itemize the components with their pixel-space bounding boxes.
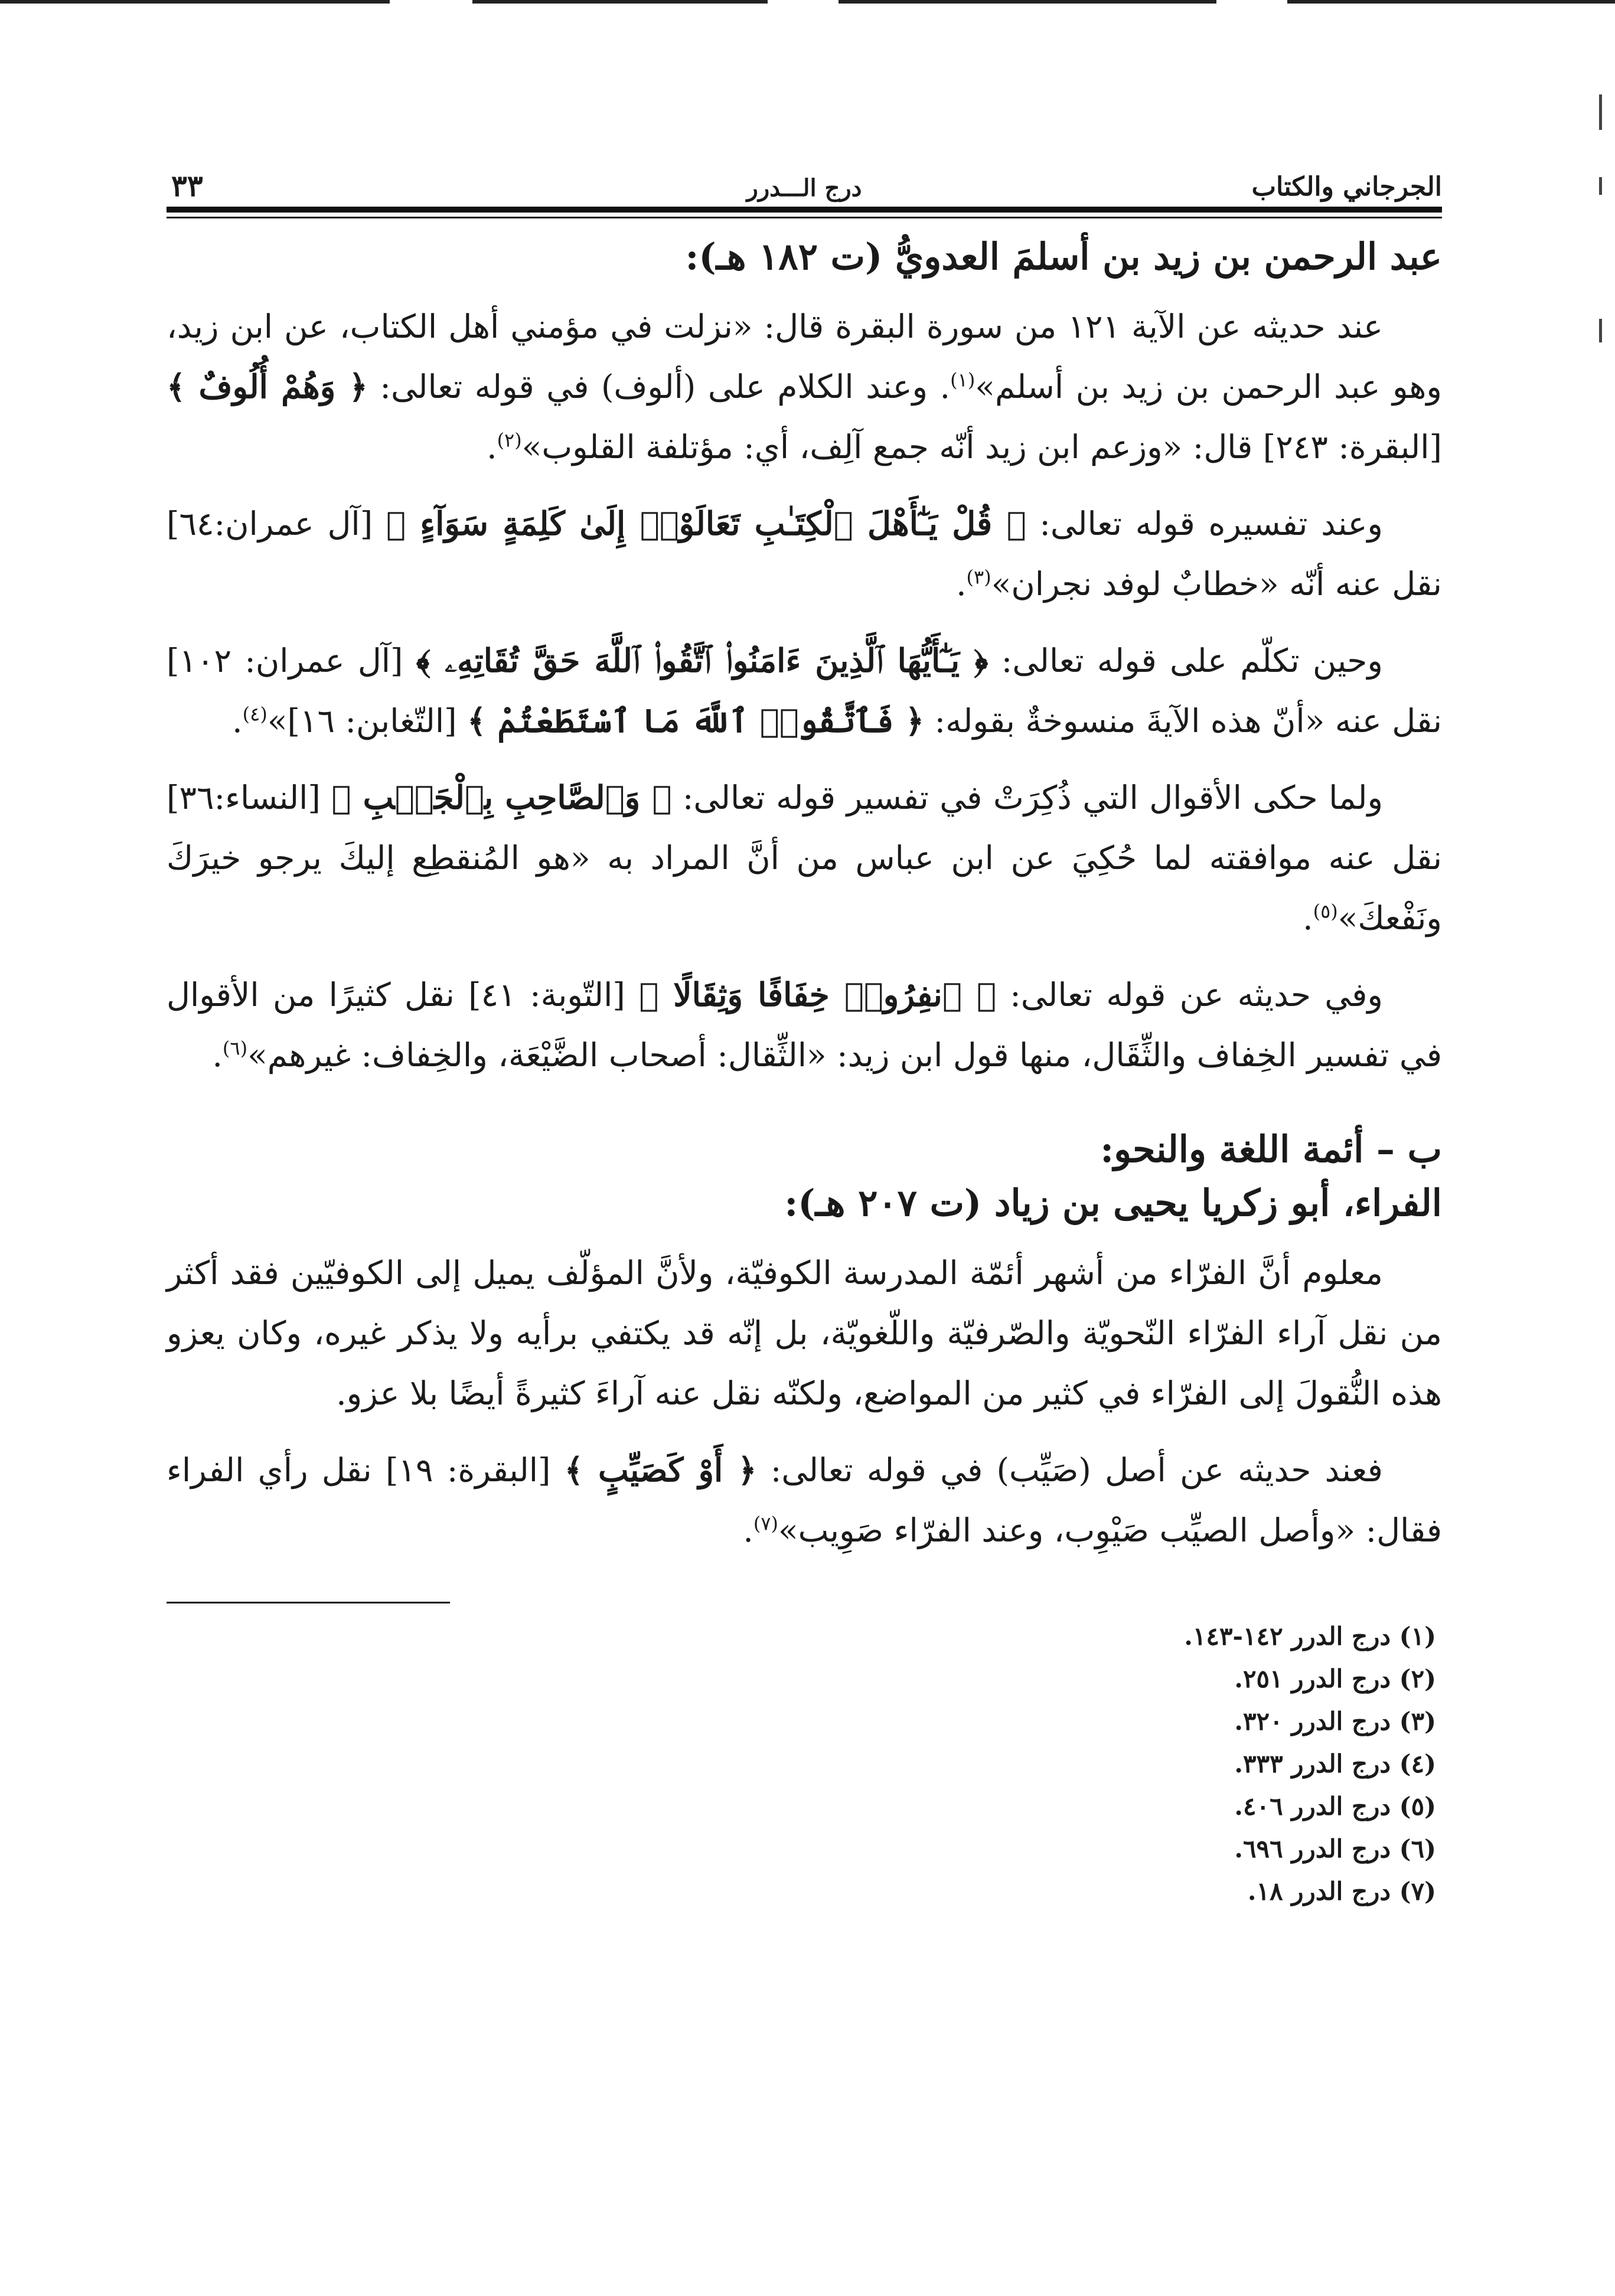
footnotes (167, 1615, 1442, 1913)
scan-edge-line (839, 0, 1216, 4)
paragraph-text: . (956, 564, 967, 603)
quran-verse: ﴿ وَٱلصَّاحِبِ بِٱلْجَنۢبِ ﴾ (331, 778, 672, 816)
header-rule-thin (167, 217, 1442, 218)
footnote-reference: (١) (950, 368, 975, 391)
scan-margin-mark (1599, 319, 1602, 342)
paragraph-text: [آل عمران: ١٠٢] نقل عنه «أنّ هذه الآيةَ منسوخةٌ بقوله: (167, 641, 1442, 740)
scan-margin-mark (1599, 177, 1602, 195)
paragraph-text: [آل عمران:٦٤] نقل عنه أنّه «خطابٌ لوفد نجران» (167, 504, 1442, 603)
header-rule-thick (167, 207, 1442, 213)
footnote-separator (167, 1602, 450, 1603)
footnote: (٧) درج الدرر ١٨. (1247, 1876, 1436, 1906)
page-number: ٣٣ (171, 168, 203, 203)
paragraph-text: وحين تكلّم على قوله تعالى: (988, 641, 1383, 680)
page-body (167, 234, 1442, 1560)
paragraph-text: . وعند الكلام على (ألوف) في قوله تعالى: (367, 367, 951, 406)
scan-margin-mark (1599, 94, 1602, 130)
paragraph-text: معلوم أنَّ الفرّاء من أشهر أئمّة المدرسة الكوفيّة، ولأنَّ المؤلّف يميل إلى الكوفيّين فقد أكثر من نقل آراء الفرّاء النّحويّة والصّرفيّة واللّغويّة، بل إنّه قد يكتفي برأيه ولا يذكر غيره، وكان يعزو هذه النُّقولَ إلى الفرّاء في كثير من المواضع، ولكنّه نقل عنه آراءَ كثيرةً أيضًا بلا عزو. (167, 1253, 1442, 1412)
paragraph-text: وفي حديثه عن قوله تعالى: (996, 975, 1383, 1014)
paragraph-text: [النساء:٣٦] نقل عنه موافقته لما حُكِيَ عن ابن عباس من أنَّ المراد به «هو المُنقطِع إليكَ يرجو خيرَكَ ونَفْعكَ» (167, 778, 1442, 937)
quran-verse: ﴿ أَوْ كَصَيِّبٍ ﴾ (564, 1450, 757, 1489)
paragraph-text: عند حديثه عن الآية ١٢١ من سورة البقرة قال: «نزلت في مؤمني أهل الكتاب، عن ابن زيد، وهو عبد الرحمن بن زيد بن أسلم» (167, 307, 1442, 406)
paragraph-text: [البقرة: ١٩] نقل رأي الفراء فقال: «وأصل الصيِّب صَيْوِب، وعند الفرّاء صَوِيب» (167, 1451, 1442, 1549)
footnote: (١) درج الدرر ١٤٢-١٤٣. (1184, 1621, 1436, 1651)
footnote: (٢) درج الدرر ٢٥١. (1234, 1664, 1436, 1693)
footnote-reference: (٣) (966, 566, 991, 589)
paragraph-text: [التّوبة: ٤١] نقل كثيرًا من الأقوال في تفسير الخِفاف والثِّقَال، منها قول ابن زيد: «الثِّقال: أصحاب الضَّيْعَة، والخِفاف: غيرهم» (167, 975, 1442, 1074)
scan-edge-line (1287, 0, 1615, 4)
paragraph-text: . (212, 1036, 223, 1074)
quran-verse: ﴿ قُلْ يَـٰٓأَهْلَ ٱلْكِتَـٰبِ تَعَالَوْا۟ إِلَىٰ كَلِمَةٍ سَوَآءٍ ﴾ (386, 504, 1026, 543)
paragraph (167, 965, 1442, 1085)
paragraph-text: وعند تفسيره قوله تعالى: (1026, 504, 1383, 543)
paragraph (167, 296, 1442, 477)
scan-edge-line (472, 0, 768, 4)
paragraph-text: . (743, 1511, 753, 1549)
running-head-title: الجرجاني والكتاب (1251, 172, 1442, 202)
scholar-heading: الفراء، أبو زكريا يحيى بن زياد (ت ٢٠٧ هـ): (784, 1181, 1442, 1224)
footnote: (٥) درج الدرر ٤٠٦. (1234, 1791, 1436, 1821)
footnote-reference: (٦) (222, 1037, 248, 1060)
paragraph (167, 494, 1442, 614)
quran-verse: ﴿ وَهُمْ أُلُوفٌ ﴾ (167, 367, 368, 406)
paragraph-text: [البقرة: ٢٤٣] قال: «وزعم ابن زيد أنّه جمع آلِف، أي: مؤتلفة القلوب» (521, 427, 1442, 466)
footnote: (٤) درج الدرر ٣٣٣. (1234, 1749, 1436, 1778)
quran-verse: ﴿ فَٱتَّقُوا۟ ٱللَّهَ مَا ٱسْتَطَعْتُمْ ﴾ (467, 701, 925, 740)
paragraph-text: فعند حديثه عن أصل (صَيِّب) في قوله تعالى: (756, 1451, 1383, 1489)
paragraph-text: . (232, 701, 243, 740)
scan-edge-line (0, 0, 390, 4)
running-head (167, 159, 1442, 207)
running-head-center: درج الـــدرر (746, 174, 862, 202)
paragraph-text: [التّغابن: ١٦]» (267, 701, 468, 740)
footnote: (٦) درج الدرر ٦٩٦. (1234, 1834, 1436, 1863)
footnote-reference: (٤) (242, 703, 267, 726)
paragraph (167, 1440, 1442, 1560)
paragraph (167, 631, 1442, 751)
paragraph-text: . (1303, 899, 1313, 937)
section-heading: ب – أئمة اللغة والنحو: (1100, 1127, 1442, 1171)
book-page (167, 159, 1442, 1913)
quran-verse: ﴿ يَـٰٓأَيُّهَا ٱلَّذِينَ ءَامَنُوا۟ ٱتَّقُوا۟ ٱللَّهَ حَقَّ تُقَاتِهِۦ ﴾ (416, 641, 988, 680)
footnote-separator-wrap (167, 1602, 1442, 1603)
paragraph (167, 767, 1442, 948)
footnote-reference: (٢) (497, 429, 522, 452)
paragraph-text: . (487, 427, 497, 466)
scholar-heading: عبد الرحمن بن زيد بن أسلمَ العدويُّ (ت ١٨٢ هـ): (685, 235, 1442, 278)
paragraph-text: ولما حكى الأقوال التي ذُكِرَتْ في تفسير قوله تعالى: (671, 778, 1384, 816)
footnote: (٣) درج الدرر ٣٢٠. (1234, 1706, 1436, 1736)
paragraph (167, 1243, 1442, 1423)
quran-verse: ﴿ ٱنفِرُوا۟ خِفَافًا وَثِقَالًا ﴾ (639, 975, 996, 1014)
footnote-reference: (٥) (1313, 900, 1338, 923)
footnote-reference: (٧) (753, 1512, 779, 1535)
